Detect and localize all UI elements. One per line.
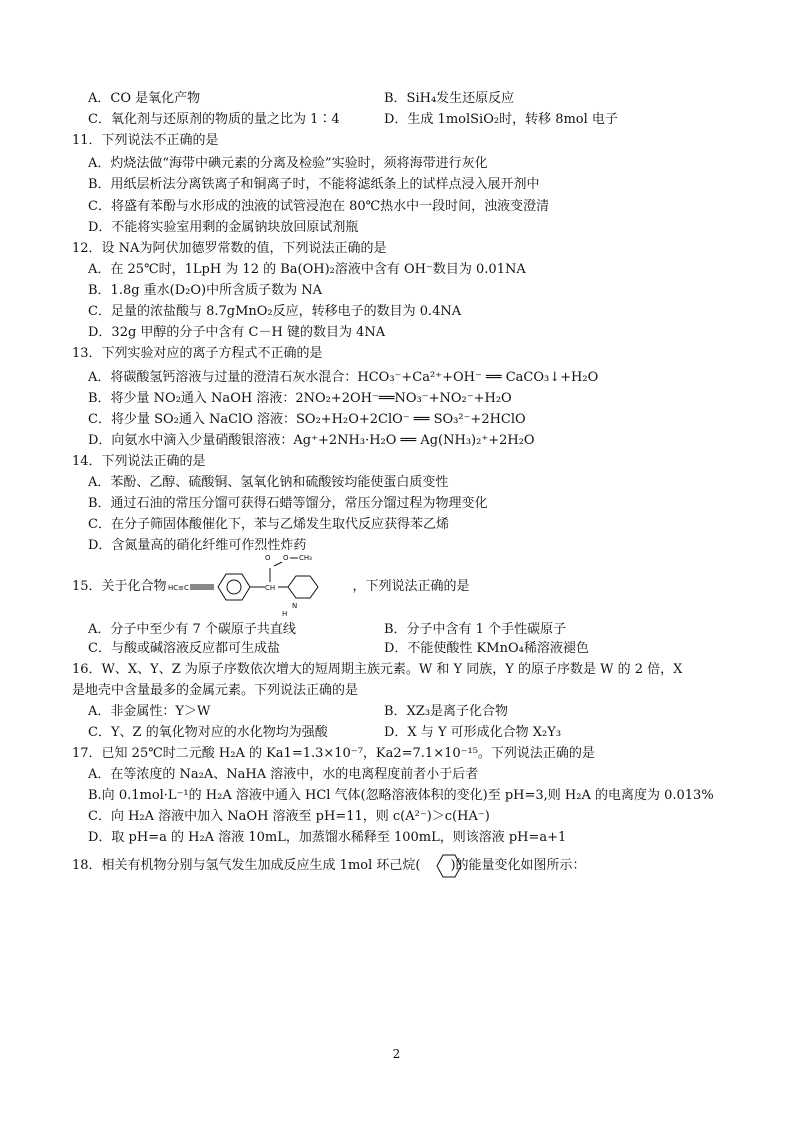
answer-option: D．向氨水中滴入少量硝酸银溶液：Ag⁺+2NH₃·H₂O ══ Ag(NH₃)₂⁺+2H₂O	[88, 433, 535, 448]
answer-option: B．将少量 NO₂通入 NaOH 溶液：2NO₂+2OH⁻══NO₃⁻+NO₂⁻+H₂O	[88, 391, 512, 406]
answer-option: B．1.8g 重水(D₂O)中所含质子数为 NA	[88, 283, 323, 298]
answer-option: D．X 与 Y 可形成化合物 X₂Y₃	[384, 725, 562, 740]
answer-option: A．非金属性：Y＞W	[88, 704, 211, 719]
answer-option: 是地壳中含量最多的金属元素。下列说法正确的是	[72, 683, 359, 698]
answer-option: C．足量的浓盐酸与 8.7gMnO₂反应，转移电子的数目为 0.4NA	[88, 304, 462, 319]
answer-option: D．含氮量高的硝化纤维可作烈性炸药	[88, 538, 307, 553]
answer-option: B.向 0.1mol·L⁻¹的 H₂A 溶液中通入 HCl 气体(忽略溶液体积的变化)至 pH=3,则 H₂A 的电离度为 0.013%	[88, 788, 714, 803]
q15-suffix: ，下列说法正确的是	[352, 579, 470, 594]
answer-option: D．生成 1molSiO₂时，转移 8mol 电子	[384, 112, 618, 127]
ester-o-label: O	[283, 554, 289, 562]
answer-option: C．将少量 SO₂通入 NaClO 溶液：SO₂+H₂O+2ClO⁻ ══ SO₃²⁻+2HClO	[88, 412, 526, 427]
question-stem: 14．下列说法正确的是	[72, 454, 206, 469]
answer-option: C．向 H₂A 溶液中加入 NaOH 溶液至 pH=11，则 c(A²⁻)＞c(HA⁻)	[88, 809, 490, 824]
cyclohexane-icon	[434, 851, 464, 881]
answer-option: D．不能将实验室用剩的金属钠块放回原试剂瓶	[88, 220, 359, 235]
carbonyl-o-label: O	[265, 554, 271, 562]
answer-option: A．苯酚、乙醇、硫酸铜、氢氧化钠和硫酸铵均能使蛋白质变性	[88, 475, 449, 490]
answer-option: D．32g 甲醇的分子中含有 C－H 键的数目为 4NA	[88, 325, 386, 340]
question-stem: 11．下列说法不正确的是	[72, 133, 219, 148]
answer-option: B．XZ₃是离子化合物	[384, 704, 509, 719]
question-stem: 17．已知 25℃时二元酸 H₂A 的 Ka1=1.3×10⁻⁷，Ka2=7.1×10⁻¹⁵。下列说法正确的是	[72, 746, 595, 761]
methyl-label: CH₃	[299, 554, 312, 562]
answer-option: C．Y、Z 的氧化物对应的水化物均为强酸	[88, 725, 328, 740]
answer-option: B．SiH₄发生还原反应	[384, 91, 515, 106]
q18-prefix: 18．相关有机物分别与氢气发生加成反应生成 1mol 环己烷(	[72, 858, 421, 873]
answer-option: D．不能使酸性 KMnO₄稀溶液褪色	[384, 641, 589, 656]
answer-option: C．氧化剂与还原剂的物质的量之比为 1∶4	[88, 112, 340, 127]
answer-option: A．分子中至少有 7 个碳原子共直线	[88, 622, 296, 637]
compound-structure	[168, 552, 358, 616]
alkyne-label: HC≡C	[168, 584, 189, 592]
question-18-stem	[72, 857, 586, 875]
question-stem: 16．W、X、Y、Z 为原子序数依次增大的短周期主族元素。W 和 Y 同族，Y 的原子序数是 W 的 2 倍，X	[72, 662, 683, 677]
answer-option: A．在等浓度的 Na₂A、NaHA 溶液中，水的电离程度前者小于后者	[88, 767, 479, 782]
answer-option: D．取 pH=a 的 H₂A 溶液 10mL，加蒸馏水稀释至 100mL，则该溶液 pH=a+1	[88, 830, 567, 845]
answer-option: B．通过石油的常压分馏可获得石蜡等馏分，常压分馏过程为物理变化	[88, 496, 488, 511]
answer-option: A．将碳酸氢钙溶液与过量的澄清石灰水混合：HCO₃⁻+Ca²⁺+OH⁻ ══ CaCO₃↓+H₂O	[88, 370, 599, 385]
answer-option: C．与酸或碱溶液反应都可生成盐	[88, 641, 280, 656]
answer-option: A．CO 是氧化产物	[88, 91, 201, 106]
answer-option: B．分子中含有 1 个手性碳原子	[384, 622, 567, 637]
answer-option: A．在 25℃时，1LpH 为 12 的 Ba(OH)₂溶液中含有 OH⁻数目为 0.01NA	[88, 262, 526, 277]
question-stem: 12．设 NA为阿伏加德罗常数的值，下列说法正确的是	[72, 241, 387, 256]
answer-option: B．用纸层析法分离铁离子和铜离子时，不能将滤纸条上的试样点浸入展开剂中	[88, 177, 540, 192]
answer-option: A．灼烧法做“海带中碘元素的分离及检验”实验时，须将海带进行灰化	[88, 156, 488, 171]
benzene-ring	[218, 574, 250, 600]
ch-label: CH	[265, 584, 276, 592]
answer-option: C．在分子筛固体酸催化下，苯与乙烯发生取代反应获得苯乙烯	[88, 517, 449, 532]
piperidine-ring	[288, 576, 318, 598]
page-number: 2	[392, 1047, 401, 1061]
nh-h-label: H	[282, 610, 288, 618]
q18-suffix: )的能量变化如图所示：	[450, 858, 586, 873]
n-label: N	[292, 602, 298, 610]
q15-prefix: 15．关于化合物	[72, 579, 167, 594]
question-stem: 13．下列实验对应的离子方程式不正确的是	[72, 346, 323, 361]
answer-option: C．将盛有苯酚与水形成的浊液的试管浸泡在 80℃热水中一段时间，浊液变澄清	[88, 199, 550, 214]
